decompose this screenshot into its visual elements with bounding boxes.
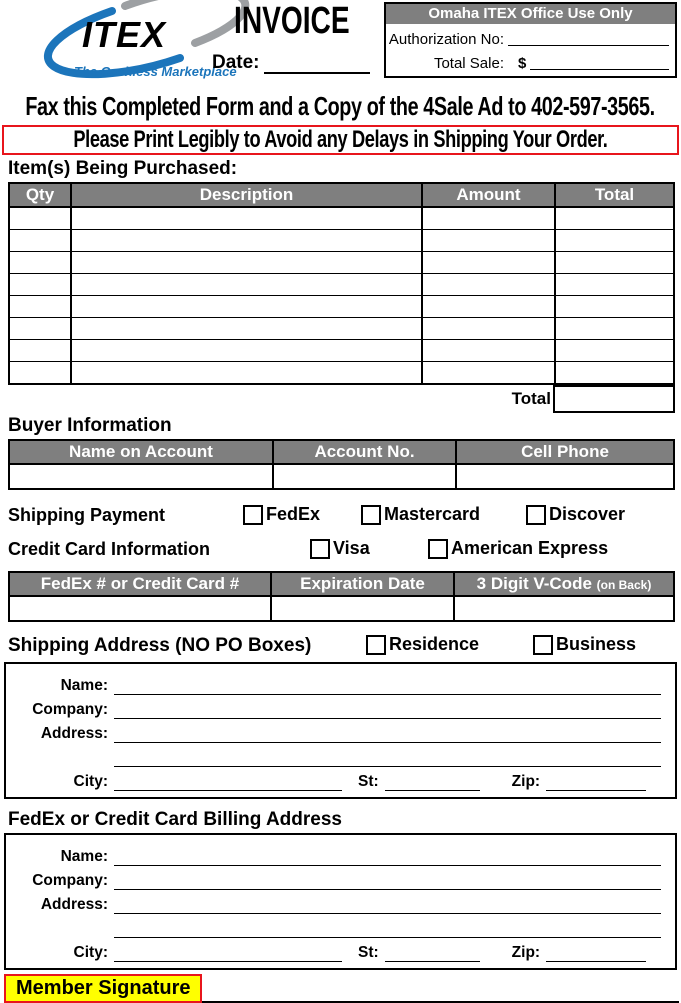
logo-tagline: The Cashless Marketplace	[74, 64, 237, 79]
billing-address2-input-line[interactable]	[114, 922, 661, 938]
vcode-suffix: (on Back)	[596, 578, 652, 592]
shipping-company-input-line[interactable]	[114, 703, 661, 719]
total-sale-input-line[interactable]	[530, 53, 669, 70]
authorization-label: Authorization No:	[388, 31, 504, 48]
total-cell[interactable]	[555, 362, 674, 385]
date-input-line[interactable]	[264, 55, 370, 74]
column-header-cell-phone: Cell Phone	[456, 440, 674, 464]
member-signature-input-line[interactable]	[202, 991, 679, 1003]
shipping-city-input-line[interactable]	[114, 775, 342, 791]
name-on-account-cell[interactable]	[9, 464, 273, 489]
billing-company-label: Company:	[32, 872, 108, 889]
shipping-address-input-line[interactable]	[114, 727, 661, 743]
qty-cell[interactable]	[9, 296, 71, 318]
shipping-st-input-line[interactable]	[385, 775, 480, 791]
authorization-input-line[interactable]	[508, 29, 669, 46]
column-header-account-no: Account No.	[273, 440, 456, 464]
visa-label: Visa	[333, 538, 370, 558]
amount-cell[interactable]	[422, 340, 555, 362]
american-express-checkbox[interactable]	[428, 539, 448, 559]
description-cell[interactable]	[71, 207, 422, 230]
card-table	[8, 571, 675, 622]
member-signature-label: Member Signature	[4, 974, 202, 1003]
total-cell[interactable]	[555, 230, 674, 252]
office-use-title: Omaha ITEX Office Use Only	[386, 4, 675, 24]
amount-cell[interactable]	[422, 362, 555, 385]
visa-option	[310, 538, 370, 559]
items-row	[9, 296, 674, 318]
visa-checkbox[interactable]	[310, 539, 330, 559]
description-cell[interactable]	[71, 230, 422, 252]
grand-total-input[interactable]	[553, 385, 675, 413]
card-number-cell[interactable]	[9, 596, 271, 621]
discover-label: Discover	[549, 504, 626, 524]
qty-cell[interactable]	[9, 274, 71, 296]
billing-address-box	[4, 833, 677, 970]
billing-city-label: City:	[73, 944, 108, 961]
grand-total-label: Total	[511, 388, 551, 408]
shipping-city-label: City:	[73, 773, 108, 790]
american-express-label: American Express	[451, 538, 609, 558]
vcode-cell[interactable]	[454, 596, 674, 621]
shipping-address2-input-line[interactable]	[114, 751, 661, 767]
items-table	[8, 182, 675, 385]
description-cell[interactable]	[71, 274, 422, 296]
member-signature-row	[4, 974, 679, 1003]
column-header-total: Total	[555, 183, 674, 207]
items-row	[9, 340, 674, 362]
items-heading: Item(s) Being Purchased:	[8, 158, 238, 179]
credit-card-row	[0, 538, 681, 565]
billing-st-input-line[interactable]	[385, 946, 480, 962]
shipping-st-label: St:	[358, 773, 379, 790]
fedex-label: FedEx	[266, 504, 321, 524]
office-use-box	[384, 2, 677, 78]
total-sale-label: Total Sale:	[433, 55, 504, 72]
amount-cell[interactable]	[422, 230, 555, 252]
items-row	[9, 362, 674, 385]
business-checkbox[interactable]	[533, 635, 553, 655]
print-legibly-notice: Please Print Legibly to Avoid any Delays in Shipping Your Order.	[2, 125, 679, 155]
buyer-header-row	[9, 440, 674, 464]
qty-cell[interactable]	[9, 252, 71, 274]
shipping-address-heading-row	[0, 634, 681, 661]
discover-checkbox[interactable]	[526, 505, 546, 525]
amount-cell[interactable]	[422, 274, 555, 296]
buyer-heading: Buyer Information	[8, 415, 172, 436]
shipping-name-input-line[interactable]	[114, 679, 661, 695]
billing-st-label: St:	[358, 944, 379, 961]
items-row	[9, 252, 674, 274]
american-express-option	[428, 538, 608, 559]
shipping-name-label: Name:	[60, 677, 108, 694]
column-header-card-number: FedEx # or Credit Card #	[9, 572, 271, 596]
page-title: INVOICE	[234, 0, 350, 42]
business-label: Business	[556, 634, 637, 654]
buyer-row	[9, 464, 674, 489]
amount-cell[interactable]	[422, 296, 555, 318]
description-cell[interactable]	[71, 252, 422, 274]
business-option	[533, 634, 636, 655]
shipping-zip-label: Zip:	[511, 773, 541, 790]
billing-company-input-line[interactable]	[114, 874, 661, 890]
qty-cell[interactable]	[9, 340, 71, 362]
billing-zip-label: Zip:	[511, 944, 541, 961]
shipping-address-label: Address:	[40, 725, 108, 742]
billing-name-label: Name:	[60, 848, 108, 865]
billing-zip-input-line[interactable]	[546, 946, 646, 962]
currency-symbol: $	[518, 55, 527, 72]
items-row	[9, 207, 674, 230]
mastercard-label: Mastercard	[384, 504, 481, 524]
qty-cell[interactable]	[9, 318, 71, 340]
mastercard-checkbox[interactable]	[361, 505, 381, 525]
credit-card-info-label: Credit Card Information	[8, 539, 211, 559]
shipping-payment-label: Shipping Payment	[8, 505, 166, 525]
billing-name-input-line[interactable]	[114, 850, 661, 866]
qty-cell[interactable]	[9, 207, 71, 230]
billing-address-input-line[interactable]	[114, 898, 661, 914]
total-cell[interactable]	[555, 252, 674, 274]
column-header-qty: Qty	[9, 183, 71, 207]
total-cell[interactable]	[555, 274, 674, 296]
billing-city-input-line[interactable]	[114, 946, 342, 962]
column-header-description: Description	[71, 183, 422, 207]
column-header-name-on-account: Name on Account	[9, 440, 273, 464]
account-no-cell[interactable]	[273, 464, 456, 489]
fedex-checkbox[interactable]	[243, 505, 263, 525]
grand-total-row	[0, 385, 681, 412]
residence-label: Residence	[389, 634, 480, 654]
description-cell[interactable]	[71, 318, 422, 340]
amount-cell[interactable]	[422, 252, 555, 274]
residence-checkbox[interactable]	[366, 635, 386, 655]
card-row	[9, 596, 674, 621]
residence-option	[366, 634, 479, 655]
logo-wordmark: ITEX	[82, 14, 167, 55]
shipping-payment-row	[0, 504, 681, 531]
column-header-expiration-date: Expiration Date	[271, 572, 454, 596]
items-row	[9, 230, 674, 252]
items-header-row	[9, 183, 674, 207]
qty-cell[interactable]	[9, 362, 71, 385]
card-header-row	[9, 572, 674, 596]
date-field	[212, 52, 370, 74]
buyer-table	[8, 439, 675, 490]
date-label: Date:	[212, 52, 260, 73]
items-row	[9, 318, 674, 340]
discover-option	[526, 504, 625, 525]
cell-phone-cell[interactable]	[456, 464, 674, 489]
expiration-date-cell[interactable]	[271, 596, 454, 621]
total-cell[interactable]	[555, 296, 674, 318]
amount-cell[interactable]	[422, 207, 555, 230]
total-cell[interactable]	[555, 207, 674, 230]
column-header-vcode: 3 Digit V-Code (on Back)	[454, 572, 674, 596]
billing-address-heading: FedEx or Credit Card Billing Address	[8, 809, 342, 830]
billing-address-label: Address:	[40, 896, 108, 913]
column-header-amount: Amount	[422, 183, 555, 207]
items-row	[9, 274, 674, 296]
shipping-address-box	[4, 662, 677, 799]
fax-instruction: Fax this Completed Form and a Copy of the 4Sale Ad to 402-597-3565.	[25, 91, 656, 121]
description-cell[interactable]	[71, 362, 422, 385]
description-cell[interactable]	[71, 296, 422, 318]
total-cell[interactable]	[555, 340, 674, 362]
total-cell[interactable]	[555, 318, 674, 340]
fedex-option	[243, 504, 320, 525]
header	[0, 0, 681, 86]
qty-cell[interactable]	[9, 230, 71, 252]
mastercard-option	[361, 504, 480, 525]
shipping-company-label: Company:	[32, 701, 108, 718]
shipping-zip-input-line[interactable]	[546, 775, 646, 791]
description-cell[interactable]	[71, 340, 422, 362]
amount-cell[interactable]	[422, 318, 555, 340]
shipping-address-heading: Shipping Address (NO PO Boxes)	[8, 635, 312, 656]
